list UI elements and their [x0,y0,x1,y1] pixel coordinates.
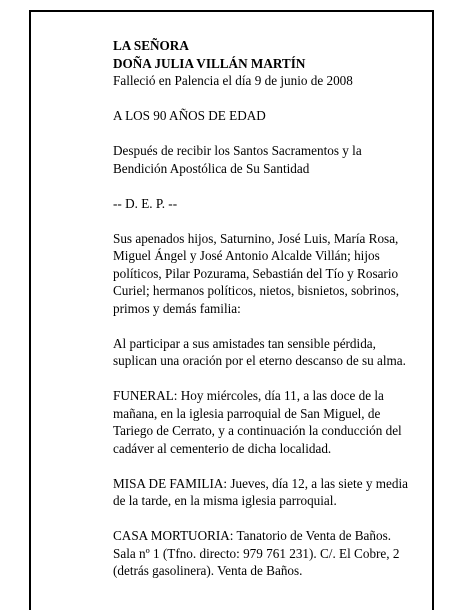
age-line: A LOS 90 AÑOS DE EDAD [113,108,266,123]
family-paragraph: Sus apenados hijos, Saturnino, José Luis, María Rosa, Miguel Ángel y José Antonio Alcalde Villán; hijos políticos, Pilar Pozurama, Sebastián del Tío y Rosario Curiel; hermanos políticos, nietos, bisnietos, sobrinos, primos y demás familia: [113,230,400,316]
obituary-notice [113,37,413,580]
mortuary-paragraph: CASA MORTUORIA: Tanatorio de Venta de Baños. Sala nº 1 (Tfno. directo: 979 761 231). C/. El Cobre, 2 (detrás gasolinera). Venta de Baños. [113,528,400,578]
deceased-title: LA SEÑORA [113,38,189,53]
funeral-paragraph: FUNERAL: Hoy miércoles, día 11, a las doce de la mañana, en la iglesia parroquial de San Miguel, de Tariego de Cerrato, y a continuación la conducción del cadáver al cementerio de dicha localidad. [113,388,402,456]
rip-line: -- D. E. P. -- [113,195,178,211]
prayer-request-paragraph: Al participar a sus amistades tan sensible pérdida, suplican una oración por el eterno descanso de su alma. [113,335,406,368]
family-mass-paragraph: MISA DE FAMILIA: Jueves, día 12, a las siete y media de la tarde, en la misma iglesia parroquial. [113,475,408,508]
deceased-name: DOÑA JULIA VILLÁN MARTÍN [113,55,306,71]
death-date-line: Falleció en Palencia el día 9 de junio de 2008 [113,73,353,88]
sacraments-paragraph: Después de recibir los Santos Sacramentos y la Bendición Apostólica de Su Santidad [113,143,362,176]
